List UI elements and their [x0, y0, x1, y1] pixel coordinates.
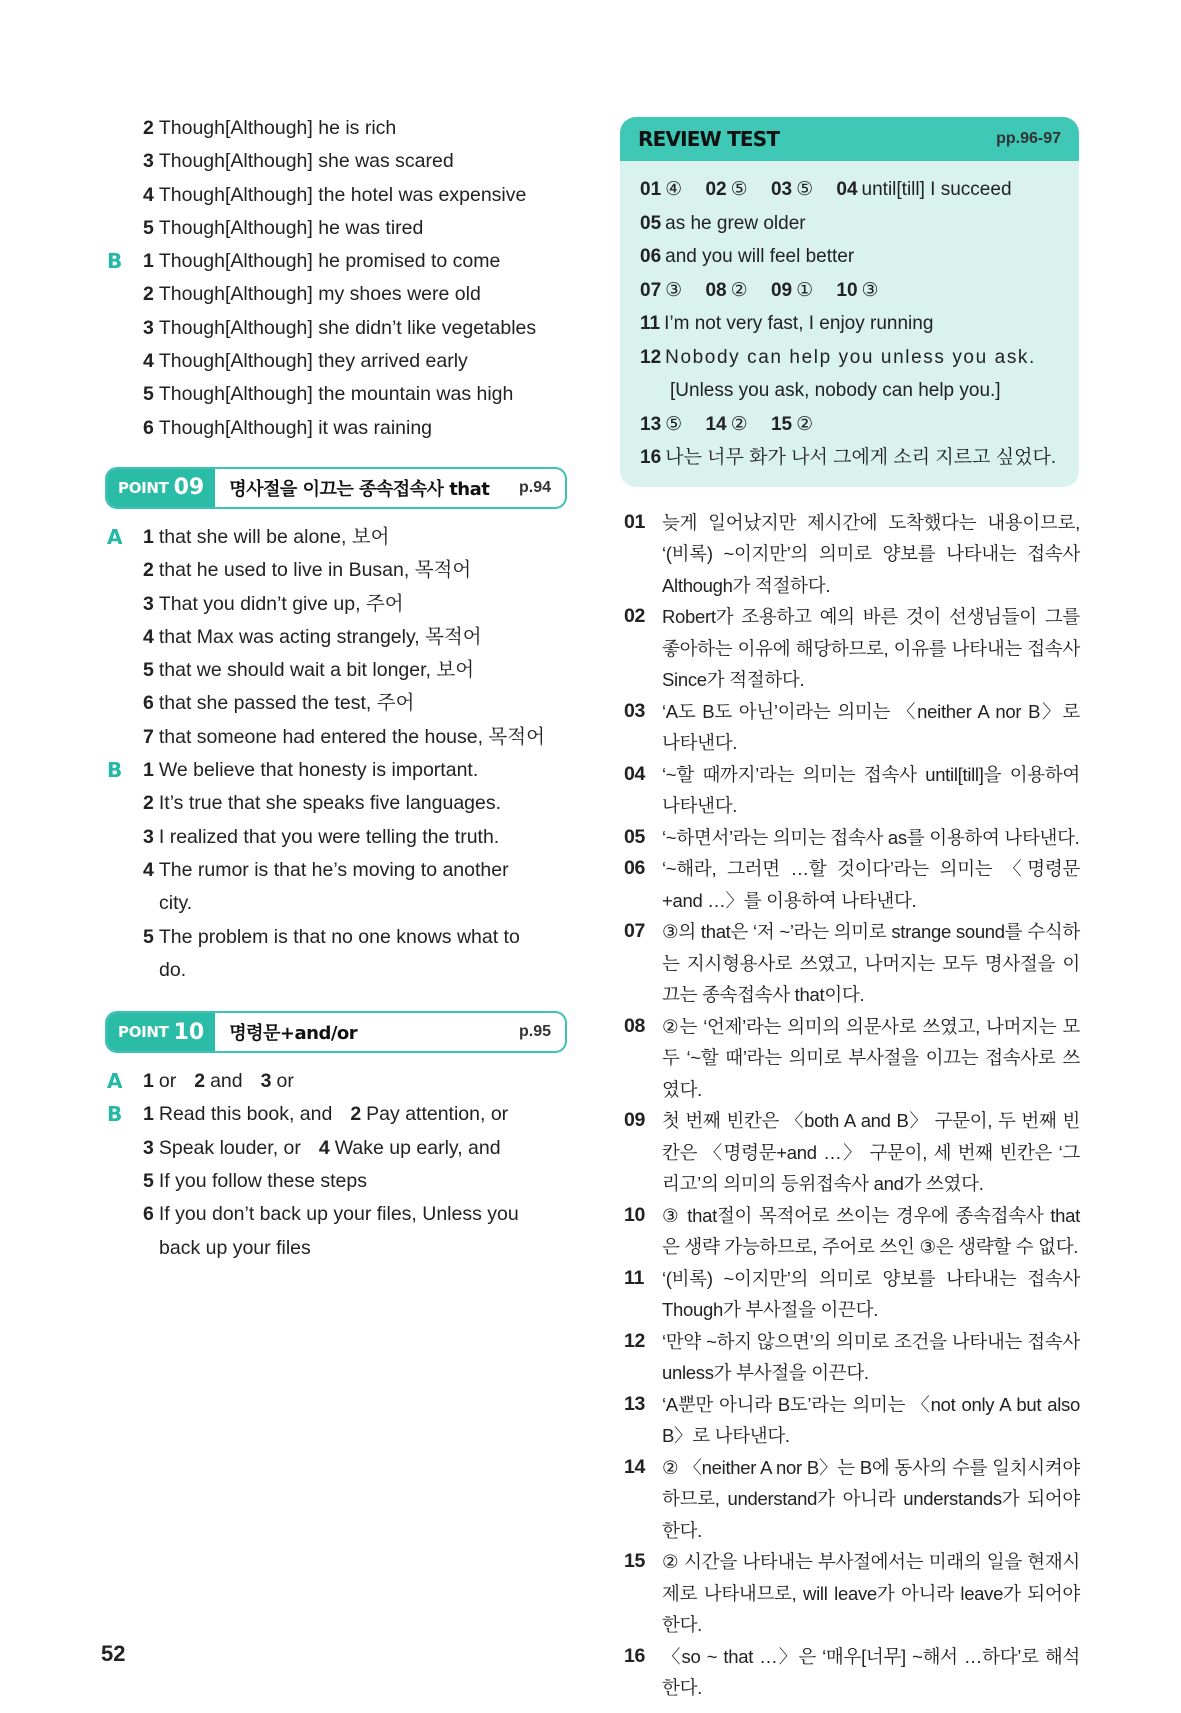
list-item: 4 that Max was acting strangely, 목적어	[143, 625, 482, 648]
explanation-item: 10 ③ that절이 목적어로 쓰이는 경우에 종속접속사 that은 생략 가능하므로, 주어로 쓰인 ③은 생략할 수 없다.	[624, 1203, 1080, 1257]
answer-row: 01 ④ 02 ⑤ 03 ⑤ 04 until[till] I succeed	[640, 179, 1012, 200]
explanation-item: 09 첫 번째 빈칸은 〈both A and B〉 구문이, 두 번째 빈칸은 〈명령문+and …〉 구문이, 세 번째 빈칸은 ‘그리고’의 의미의 등위접속사 and가 쓰였다.	[624, 1109, 1080, 1194]
list-item: 3 I realized that you were telling the truth.	[143, 825, 500, 848]
answer-row: 12 Nobody can help you unless you ask.	[640, 346, 1036, 368]
answer-row: 13 ⑤ 14 ② 15 ②	[640, 413, 814, 435]
point-title: 명령문+and/or	[229, 1023, 358, 1045]
section-label-b: B	[107, 1102, 123, 1127]
point-title: 명사절을 이끄는 종속접속사 that	[229, 478, 490, 500]
point-10-header	[105, 1011, 567, 1053]
list-item: 3 Though[Although] she was scared	[143, 150, 454, 173]
list-item: 6 that she passed the test, 주어	[143, 692, 415, 715]
list-item: 2 Though[Although] my shoes were old	[143, 283, 481, 306]
point-10-a-list	[107, 1065, 567, 1098]
explanation-item: 04 ‘~할 때까지’라는 의미는 접속사 until[till]을 이용하여 나타낸다.	[624, 762, 1080, 816]
page-number: 52	[101, 1641, 126, 1666]
section-label-b: B	[107, 249, 123, 274]
point-09-a-list	[107, 521, 567, 754]
prev-section-a-list	[107, 112, 567, 245]
review-answers	[620, 161, 1079, 475]
review-test-header	[620, 117, 1079, 161]
list-item-continuation: city.	[159, 892, 193, 915]
list-item: 5 If you follow these steps	[143, 1170, 367, 1193]
list-item: B 1 We believe that honesty is important.	[107, 754, 567, 787]
section-label-b: B	[107, 758, 123, 783]
list-item: 6 Though[Although] it was raining	[143, 416, 433, 439]
list-item: 3 Though[Although] she didn’t like vegetables	[143, 316, 537, 339]
explanation-item: 15 ② 시간을 나타내는 부사절에서는 미래의 일을 현재시제로 나타내므로, will leave가 아니라 leave가 되어야 한다.	[624, 1550, 1080, 1635]
list-item: B 1 Read this book, and 2 Pay attention, or	[107, 1098, 567, 1131]
left-column	[107, 112, 567, 1265]
list-item: 5 Though[Although] the mountain was high	[143, 383, 514, 406]
list-item: 4 Though[Although] they arrived early	[143, 350, 468, 373]
section-label-a: A	[107, 1069, 123, 1094]
list-item: A 1 or 2 and 3 or	[107, 1065, 567, 1098]
explanation-item: 01 늦게 일어났지만 제시간에 도착했다는 내용이므로, ‘(비록) ~이지만’의 의미로 양보를 나타내는 접속사 Although가 적절하다.	[624, 510, 1080, 596]
answer-row: 06 and you will feel better	[640, 246, 855, 267]
explanation-item: 02 Robert가 조용하고 예의 바른 것이 선생님들이 그를 좋아하는 이유에 해당하므로, 이유를 나타내는 접속사 Since가 적절하다.	[624, 605, 1080, 690]
list-item: 5 that we should wait a bit longer, 보어	[143, 659, 475, 682]
list-item: 5 Though[Although] he was tired	[143, 216, 424, 239]
explanation-item: 07 ③의 that은 ‘저 ~’라는 의미로 strange sound를 수식하는 지시형용사로 쓰였고, 나머지는 모두 명사절을 이끄는 종속접속사 that이다.	[624, 920, 1080, 1005]
right-column	[620, 117, 1080, 1704]
list-item: B 1 Though[Although] he promised to come	[107, 245, 567, 278]
point-page-ref: p.95	[518, 1023, 551, 1041]
list-item: 4 Though[Although] the hotel was expensive	[143, 183, 527, 206]
answer-row-alt: [Unless you ask, nobody can help you.]	[670, 380, 1001, 401]
point-page-ref: p.94	[518, 478, 551, 496]
explanation-item: 14 ② 〈neither A nor B〉는 B에 동사의 수를 일치시켜야 하므로, understand가 아니라 understands가 되어야 한다.	[624, 1455, 1080, 1541]
explanation-item: 06 ‘~해라, 그러면 …할 것이다’라는 의미는 〈명령문+and …〉를 이용하여 나타낸다.	[624, 857, 1080, 911]
prev-section-b-list	[107, 245, 567, 445]
section-label-a: A	[107, 524, 123, 549]
point-tag: POINT 09	[107, 469, 215, 507]
list-item-continuation: do.	[159, 958, 187, 981]
explanation-item: 11 ‘(비록) ~이지만’의 의미로 양보를 나타내는 접속사 Though가 부사절을 이끈다.	[624, 1266, 1080, 1320]
answer-row: 16 나는 너무 화가 나서 그에게 소리 지르고 싶었다.	[640, 447, 1057, 468]
review-test-pages: pp.96-97	[996, 130, 1061, 147]
list-item: 4 The rumor is that he’s moving to another	[143, 858, 509, 881]
list-item: A 1 that she will be alone, 보어	[107, 521, 567, 554]
point-10-b-list	[107, 1098, 567, 1264]
explanation-item: 05 ‘~하면서’라는 의미는 접속사 as를 이용하여 나타낸다.	[624, 825, 1080, 848]
answer-row: 07 ③ 08 ② 09 ① 10 ③	[640, 279, 879, 301]
answer-row: 05 as he grew older	[640, 212, 806, 234]
list-item: 5 The problem is that no one knows what to	[143, 925, 520, 948]
explanation-item: 03 ‘A도 B도 아닌’이라는 의미는 〈neither A nor B〉로 나타낸다.	[624, 699, 1080, 753]
list-item: 3 Speak louder, or 4 Wake up early, and	[143, 1136, 501, 1159]
explanation-item: 12 ‘만약 ~하지 않으면’의 의미로 조건을 나타내는 접속사 unless가 부사절을 이끈다.	[624, 1329, 1080, 1383]
answer-row: 11 I’m not very fast, I enjoy running	[640, 313, 934, 334]
list-item: 2 that he used to live in Busan, 목적어	[143, 559, 472, 582]
list-item: 2 Though[Although] he is rich	[143, 117, 397, 139]
explanations-list	[620, 507, 1080, 1704]
list-item: 2 It’s true that she speaks five languages.	[143, 792, 502, 815]
review-test-title: REVIEW TEST	[638, 127, 780, 151]
point-tag: POINT 10	[107, 1013, 215, 1051]
explanation-item: 16 〈so ~ that …〉은 ‘매우[너무] ~해서 …하다’로 해석한다.	[624, 1644, 1080, 1698]
point-09-header	[105, 467, 567, 509]
explanation-item: 13 ‘A뿐만 아니라 B도’라는 의미는 〈not only A but also B〉로 나타낸다.	[624, 1392, 1080, 1446]
list-item: 7 that someone had entered the house, 목적어	[143, 725, 545, 748]
point-09-b-list	[107, 754, 567, 987]
list-item-continuation: back up your files	[159, 1236, 311, 1259]
list-item: 3 That you didn’t give up, 주어	[143, 592, 404, 615]
list-item: 6 If you don’t back up your files, Unless you	[143, 1203, 519, 1226]
review-test-box	[620, 117, 1079, 487]
explanation-item: 08 ②는 ‘언제’라는 의미의 의문사로 쓰였고, 나머지는 모두 ‘~할 때’라는 의미로 부사절을 이끄는 접속사로 쓰였다.	[624, 1014, 1080, 1100]
